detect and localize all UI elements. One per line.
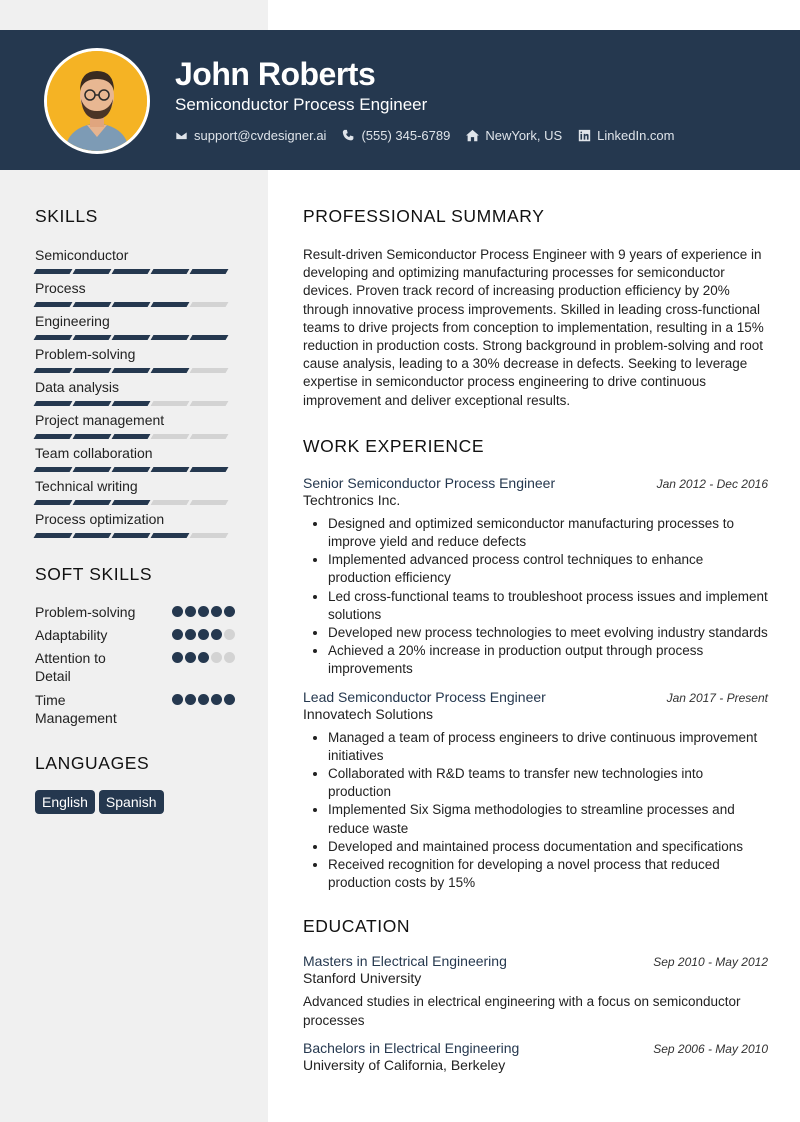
skill-level-segment	[34, 533, 73, 538]
language-badge: English	[35, 790, 95, 814]
education-section	[303, 916, 768, 1073]
education-header	[303, 953, 768, 969]
language-badge: Spanish	[99, 790, 164, 814]
rating-dot	[224, 694, 235, 705]
languages-list	[35, 790, 235, 814]
soft-skill-name: Time Management	[35, 692, 117, 726]
job-bullet: • Developed and maintained process documentation and specifications	[328, 838, 768, 856]
job-title: Semiconductor Process Engineer	[175, 95, 428, 114]
job-bullet: • Implemented advanced process control techniques to enhance production efficiency	[328, 551, 768, 587]
resume-header	[0, 30, 800, 170]
skill-name: Technical writing	[35, 478, 138, 494]
education-dates: Sep 2010 - May 2012	[653, 955, 768, 970]
skills-heading: SKILLS	[35, 206, 98, 226]
soft-skills-list	[35, 603, 235, 731]
soft-skill-item	[35, 626, 235, 649]
education-heading: EDUCATION	[303, 916, 411, 937]
job-bullet: • Received recognition for developing a novel process that reduced production costs by 15%	[328, 856, 768, 892]
skill-level-segment	[190, 533, 229, 538]
skill-level-segment	[34, 269, 73, 274]
skill-level-bar	[35, 533, 235, 538]
soft-skill-name: Adaptability	[35, 627, 108, 643]
contact-location	[466, 128, 562, 143]
rating-dot	[198, 606, 209, 617]
skill-level-bar	[35, 335, 235, 340]
contact-linkedin[interactable]	[578, 128, 674, 143]
skill-level-segment	[151, 269, 190, 274]
skill-level-segment	[112, 533, 151, 538]
skill-name: Team collaboration	[35, 445, 153, 461]
rating-dot	[172, 694, 183, 705]
skill-item	[35, 247, 235, 280]
skill-level-segment	[112, 401, 151, 406]
skill-level-bar	[35, 302, 235, 307]
home-icon	[466, 129, 479, 142]
degree: Bachelors in Electrical Engineering	[303, 1039, 520, 1056]
skill-item	[35, 280, 235, 313]
skill-item	[35, 478, 235, 511]
rating-dot	[198, 652, 209, 663]
rating-dot	[185, 606, 196, 617]
main-content	[303, 206, 768, 1074]
skill-level-segment	[73, 434, 112, 439]
summary-heading: PROFESSIONAL SUMMARY	[303, 206, 545, 226]
skill-level-segment	[73, 533, 112, 538]
skill-level-bar	[35, 401, 235, 406]
rating-dot	[172, 629, 183, 640]
skill-level-segment	[190, 269, 229, 274]
soft-skill-item	[35, 649, 235, 691]
soft-skill-rating	[170, 626, 235, 649]
rating-dot	[224, 652, 235, 663]
skill-name: Problem-solving	[35, 346, 136, 362]
skill-level-segment	[73, 467, 112, 472]
job-bullets	[328, 729, 768, 893]
degree: Masters in Electrical Engineering	[303, 953, 507, 970]
skill-level-segment	[190, 467, 229, 472]
skill-item	[35, 313, 235, 346]
skill-level-segment	[151, 467, 190, 472]
job-company: Innovatech Solutions	[303, 705, 433, 722]
job-position: Lead Semiconductor Process Engineer	[303, 688, 546, 705]
skill-level-segment	[73, 269, 112, 274]
soft-skill-name: Problem-solving	[35, 604, 136, 620]
rating-dot	[211, 652, 222, 663]
skill-level-segment	[151, 368, 190, 373]
skill-level-segment	[34, 335, 73, 340]
school: University of California, Berkeley	[303, 1056, 506, 1073]
soft-skill-name: Attention to Detail	[35, 650, 106, 684]
skill-level-segment	[190, 401, 229, 406]
skill-level-segment	[73, 302, 112, 307]
sidebar	[35, 206, 235, 814]
skill-level-segment	[112, 500, 151, 505]
rating-dot	[211, 629, 222, 640]
contact-phone[interactable]	[342, 128, 450, 143]
skill-level-segment	[112, 302, 151, 307]
job-bullets	[328, 515, 768, 679]
skill-level-segment	[112, 368, 151, 373]
soft-skill-rating	[170, 691, 235, 731]
soft-skill-rating	[170, 649, 235, 691]
avatar	[44, 48, 150, 154]
rating-dot	[185, 652, 196, 663]
education-entry	[303, 1040, 768, 1074]
contact-bar	[175, 128, 691, 143]
job-entry	[303, 689, 768, 893]
soft-skill-item	[35, 603, 235, 626]
soft-skill-item	[35, 691, 235, 731]
skill-item	[35, 412, 235, 445]
job-list	[303, 475, 768, 893]
education-header	[303, 1040, 768, 1056]
skill-level-segment	[34, 401, 73, 406]
skill-level-segment	[151, 302, 190, 307]
job-entry	[303, 475, 768, 679]
email-text: support@cvdesigner.ai	[194, 128, 327, 143]
mail-icon	[175, 129, 188, 142]
summary-text: Result-driven Semiconductor Process Engineer with 9 years of experience in developing and optimizing manufacturing processes for semiconductor devices. Proven track record of increasing production efficiency by 20% through innovative process improvements. Skilled in leading cross-functional teams to drive projects from conception to implementation, resulting in a 15% reduction in production costs. Strong background in problem-solving and root cause analysis, leading to a 30% decrease in defects. Seeking to leverage expertise in semiconductor process engineering to drive continuous improvement and deliver exceptional results.	[303, 247, 764, 408]
job-dates: Jan 2017 - Present	[666, 690, 768, 705]
languages-heading: LANGUAGES	[35, 753, 150, 773]
skill-level-segment	[190, 335, 229, 340]
skill-level-segment	[34, 500, 73, 505]
soft-skill-rating	[170, 603, 235, 626]
skill-level-segment	[151, 401, 190, 406]
phone-icon	[342, 129, 355, 142]
skill-level-segment	[34, 302, 73, 307]
skill-level-segment	[112, 269, 151, 274]
skill-level-segment	[73, 335, 112, 340]
job-bullet: • Led cross-functional teams to troubleshoot process issues and implement solutions	[328, 588, 768, 624]
soft-skills-section	[35, 564, 235, 731]
rating-dot	[211, 606, 222, 617]
job-header	[303, 689, 768, 705]
skill-level-segment	[34, 467, 73, 472]
job-bullet: • Achieved a 20% increase in production output through process improvements	[328, 642, 768, 678]
skill-level-segment	[112, 335, 151, 340]
rating-dot	[172, 652, 183, 663]
skill-name: Project management	[35, 412, 165, 428]
skill-level-segment	[112, 434, 151, 439]
candidate-name: John Roberts	[175, 56, 376, 92]
skill-item	[35, 511, 235, 544]
job-company: Techtronics Inc.	[303, 491, 401, 508]
skill-item	[35, 379, 235, 412]
skill-level-segment	[73, 500, 112, 505]
education-dates: Sep 2006 - May 2010	[653, 1041, 768, 1056]
soft-skills-heading: SOFT SKILLS	[35, 564, 153, 584]
work-experience-section	[303, 436, 768, 893]
skill-name: Semiconductor	[35, 247, 129, 263]
skill-level-segment	[112, 467, 151, 472]
skill-level-segment	[190, 500, 229, 505]
rating-dot	[224, 606, 235, 617]
skill-level-segment	[190, 434, 229, 439]
job-header	[303, 475, 768, 491]
skill-level-segment	[34, 368, 73, 373]
job-position: Senior Semiconductor Process Engineer	[303, 474, 556, 491]
skill-level-segment	[190, 368, 229, 373]
linkedin-icon	[578, 129, 591, 142]
job-bullet: • Managed a team of process engineers to drive continuous improvement initiatives	[328, 729, 768, 765]
languages-section	[35, 753, 235, 814]
skill-level-segment	[73, 401, 112, 406]
job-bullet: • Designed and optimized semiconductor manufacturing processes to improve yield and reduce defects	[328, 515, 768, 551]
contact-email[interactable]	[175, 128, 326, 143]
job-bullet: • Developed new process technologies to meet evolving industry standards	[328, 624, 768, 642]
skill-level-segment	[151, 335, 190, 340]
rating-dot	[172, 606, 183, 617]
work-experience-heading: WORK EXPERIENCE	[303, 435, 485, 456]
phone-text: (555) 345-6789	[361, 128, 451, 143]
school: Stanford University	[303, 970, 422, 987]
rating-dot	[185, 694, 196, 705]
skill-level-segment	[34, 434, 73, 439]
skill-level-segment	[151, 500, 190, 505]
rating-dot	[198, 694, 209, 705]
skill-item	[35, 445, 235, 478]
job-bullet: • Implemented Six Sigma methodologies to streamline processes and reduce waste	[328, 801, 768, 837]
skill-name: Process	[35, 280, 86, 296]
skill-name: Process optimization	[35, 511, 165, 527]
skill-level-segment	[190, 302, 229, 307]
rating-dot	[198, 629, 209, 640]
skill-level-segment	[151, 434, 190, 439]
profile-photo	[47, 51, 147, 151]
job-dates: Jan 2012 - Dec 2016	[656, 476, 768, 491]
skill-level-segment	[151, 533, 190, 538]
skills-list	[35, 247, 235, 544]
rating-dot	[185, 629, 196, 640]
job-bullet: • Collaborated with R&D teams to transfer new technologies into production	[328, 765, 768, 801]
education-description: Advanced studies in electrical engineering with a focus on semiconductor processes	[303, 994, 741, 1028]
skill-item	[35, 346, 235, 379]
education-list	[303, 953, 768, 1073]
skill-level-segment	[73, 368, 112, 373]
location-text: NewYork, US	[485, 128, 563, 143]
skill-level-bar	[35, 467, 235, 472]
rating-dot	[211, 694, 222, 705]
skill-level-bar	[35, 368, 235, 373]
skill-level-bar	[35, 434, 235, 439]
education-entry	[303, 953, 768, 1029]
skill-name: Data analysis	[35, 379, 120, 395]
rating-dot	[224, 629, 235, 640]
skill-level-bar	[35, 500, 235, 505]
skill-name: Engineering	[35, 313, 110, 329]
skill-level-bar	[35, 269, 235, 274]
linkedin-text: LinkedIn.com	[597, 128, 675, 143]
